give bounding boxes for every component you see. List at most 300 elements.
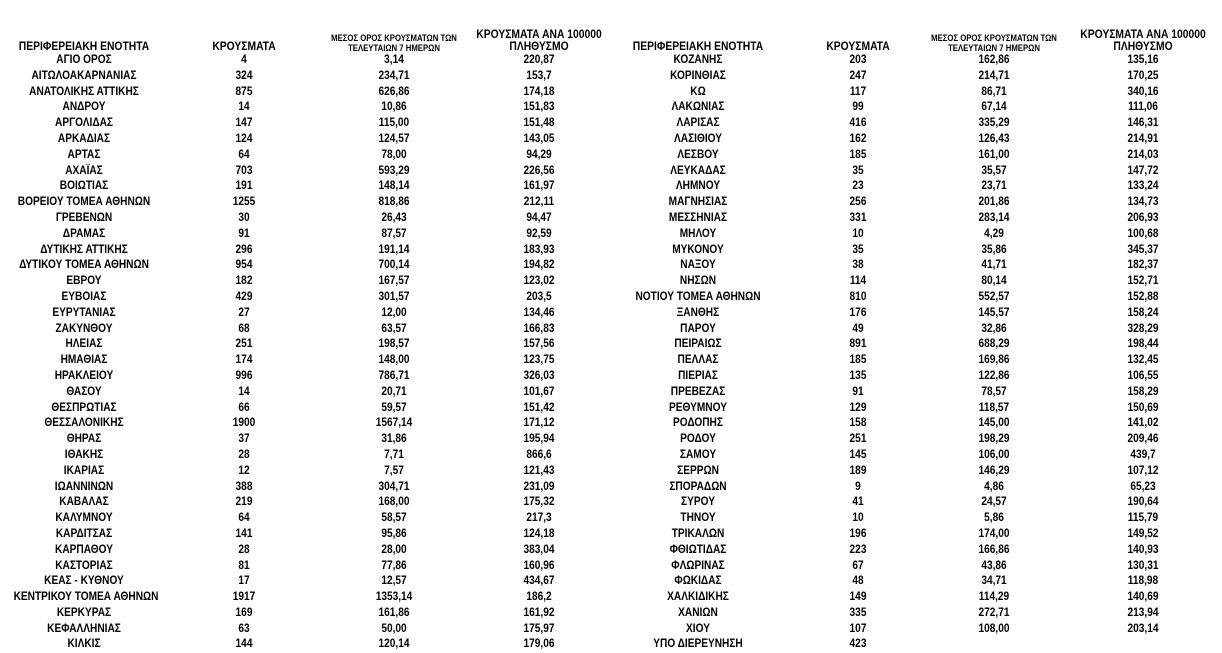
cases-value: 49 [852,322,864,335]
cases-value: 1917 [232,591,256,604]
per-100k-value: 326,03 [523,369,555,382]
region-name: ΝΑΞΟΥ [680,259,716,272]
avg-7-days-value: 50,00 [381,622,407,635]
region-name: ΚΙΛΚΙΣ [67,638,101,651]
region-name: ΘΗΡΑΣ [66,433,102,446]
region-name: ΗΜΑΘΙΑΣ [60,354,108,367]
region-name: ΘΕΣΣΑΛΟΝΙΚΗΣ [44,417,124,430]
region-name: ΙΘΑΚΗΣ [64,448,104,461]
avg-7-days-value: 198,29 [978,433,1010,446]
header-cases: ΚΡΟΥΣΜΑΤΑ [826,39,890,54]
cases-value: 158 [849,417,867,430]
avg-7-days-value: 5,86 [984,512,1004,525]
avg-7-days-value: 106,00 [978,448,1010,461]
region-name: ΜΕΣΣΗΝΙΑΣ [668,211,728,224]
region-name: ΗΡΑΚΛΕΙΟΥ [54,369,114,382]
cases-value: 144 [235,638,253,651]
cases-value: 68 [238,322,250,335]
cases-value: 324 [235,69,253,82]
region-name: ΓΡΕΒΕΝΩΝ [55,211,113,224]
per-100k-value: 134,73 [1127,196,1159,209]
per-100k-value: 340,16 [1127,85,1159,98]
avg-7-days-value: 32,86 [981,322,1007,335]
per-100k-value: 152,88 [1127,290,1159,303]
region-name: ΝΗΣΩΝ [679,275,717,288]
per-100k-value: 135,16 [1127,54,1159,66]
avg-7-days-value: 145,00 [978,417,1010,430]
cases-value: 875 [235,85,253,98]
region-name: ΡΟΔΟΠΗΣ [673,417,723,430]
header-region: ΠΕΡΙΦΕΡΕΙΑΚΗ ΕΝΟΤΗΤΑ [18,39,150,54]
per-100k-value: 171,12 [523,417,555,430]
cases-value: 63 [238,622,250,635]
region-name: ΛΕΣΒΟΥ [677,148,719,161]
avg-7-days-value: 626,86 [378,85,410,98]
cases-value: 1255 [232,196,256,209]
avg-7-days-value: 118,57 [978,401,1010,414]
avg-7-days-value: 162,86 [978,54,1010,66]
region-name: ΚΕΦΑΛΛΗΝΙΑΣ [47,622,121,635]
avg-7-days-value: 34,71 [981,575,1007,588]
cases-value: 99 [852,101,864,114]
per-100k-value: 151,42 [523,401,555,414]
per-100k-value: 143,05 [523,132,555,145]
per-100k-value: 160,96 [523,559,555,572]
per-100k-value: 134,46 [523,306,555,319]
region-name: ΡΕΘΥΜΝΟΥ [669,401,727,414]
cases-value: 203 [849,54,867,66]
avg-7-days-value: 12,57 [381,575,407,588]
per-100k-value: 345,37 [1127,243,1159,256]
region-name: ΣΑΜΟΥ [679,448,717,461]
cases-value: 27 [238,306,250,319]
cases-value: 14 [238,385,250,398]
region-name: ΙΚΑΡΙΑΣ [63,464,105,477]
per-100k-value: 132,45 [1127,354,1159,367]
region-name: ΝΟΤΙΟΥ ΤΟΜΕΑ ΑΘΗΝΩΝ [635,290,761,303]
region-name: ΦΩΚΙΔΑΣ [674,575,722,588]
avg-7-days-value: 58,57 [381,512,407,525]
cases-value: 28 [238,448,250,461]
cases-value: 251 [235,338,253,351]
header-avg-7-days: ΜΕΣΟΣ ΟΡΟΣ ΚΡΟΥΣΜΑΤΩΝ ΤΩΝ ΤΕΛΕΥΤΑΙΩΝ 7 ΗΜΕΡΩΝ [331,33,457,53]
region-name: ΠΡΕΒΕΖΑΣ [670,385,726,398]
per-100k-value: 106,55 [1127,369,1159,382]
per-100k-value: 186,2 [526,591,552,604]
region-name: ΧΙΟΥ [686,622,710,635]
region-name: ΘΕΣΠΡΩΤΙΑΣ [51,401,117,414]
avg-7-days-value: 201,86 [978,196,1010,209]
region-name: ΔΡΑΜΑΣ [62,227,106,240]
cases-value: 23 [852,180,864,193]
region-name: ΑΝΑΤΟΛΙΚΗΣ ΑΤΤΙΚΗΣ [29,85,139,98]
per-100k-value: 190,64 [1127,496,1159,509]
avg-7-days-value: 688,29 [978,338,1010,351]
cases-value: 423 [849,638,867,651]
region-name: ΑΡΚΑΔΙΑΣ [57,132,111,145]
avg-7-days-value: 148,00 [378,354,410,367]
avg-7-days-value: 167,57 [378,275,410,288]
region-name: ΦΘΙΩΤΙΔΑΣ [669,543,727,556]
cases-value: 117 [849,85,867,98]
per-100k-value: 383,04 [523,543,555,556]
region-name: ΑΡΓΟΛΙΔΑΣ [55,117,113,130]
per-100k-value: 149,52 [1127,527,1159,540]
per-100k-value: 328,29 [1127,322,1159,335]
avg-7-days-value: 115,00 [378,117,410,130]
cases-value: 219 [235,496,253,509]
region-name: ΚΑΡΔΙΤΣΑΣ [55,527,113,540]
cases-value: 107 [849,622,867,635]
region-name: ΚΑΛΥΜΝΟΥ [55,512,113,525]
avg-7-days-value: 4,29 [984,227,1004,240]
per-100k-value: 195,94 [523,433,555,446]
per-100k-value: 115,79 [1127,512,1159,525]
per-100k-value: 203,5 [526,290,552,303]
avg-7-days-value: 191,14 [378,243,410,256]
avg-7-days-value: 818,86 [378,196,410,209]
per-100k-value: 175,32 [523,496,555,509]
cases-value: 135 [849,369,867,382]
region-name: ΛΑΡΙΣΑΣ [676,117,720,130]
region-name: ΒΟΙΩΤΙΑΣ [59,180,109,193]
avg-7-days-value: 12,00 [381,306,407,319]
header-avg-7-days: ΜΕΣΟΣ ΟΡΟΣ ΚΡΟΥΣΜΑΤΩΝ ΤΩΝ ΤΕΛΕΥΤΑΙΩΝ 7 ΗΜΕΡΩΝ [931,33,1057,53]
cases-value: 48 [852,575,864,588]
avg-7-days-value: 174,00 [978,527,1010,540]
per-100k-value: 194,82 [523,259,555,272]
per-100k-value: 140,93 [1127,543,1159,556]
per-100k-value: 153,7 [526,69,552,82]
region-name: ΑΡΤΑΣ [67,148,101,161]
region-name: ΚΑΒΑΛΑΣ [59,496,109,509]
cases-value: 223 [849,543,867,556]
avg-7-days-value: 108,00 [978,622,1010,635]
cases-value: 416 [849,117,867,130]
per-100k-value: 157,56 [523,338,555,351]
per-100k-value: 434,67 [523,575,555,588]
cases-value: 162 [849,132,867,145]
region-name: ΔΥΤΙΚΟΥ ΤΟΜΕΑ ΑΘΗΝΩΝ [19,259,149,272]
avg-7-days-value: 41,71 [981,259,1007,272]
avg-7-days-value: 59,57 [381,401,407,414]
avg-7-days-value: 148,14 [378,180,410,193]
cases-value: 191 [235,180,253,193]
per-100k-value: 118,98 [1127,575,1159,588]
cases-value: 247 [849,69,867,82]
avg-7-days-value: 3,14 [384,54,404,66]
avg-7-days-value: 95,86 [381,527,407,540]
per-100k-value: 175,97 [523,622,555,635]
cases-value: 251 [849,433,867,446]
cases-value: 28 [238,543,250,556]
region-name: ΚΩ [690,85,706,98]
cases-value: 9 [855,480,861,493]
region-name: ΠΕΛΛΑΣ [677,354,719,367]
header-cases-per-100k: ΚΡΟΥΣΜΑΤΑ ΑΝΑ 100000 ΠΛΗΘΥΣΜΟ [1080,26,1206,54]
per-100k-value: 231,09 [523,480,555,493]
cases-value: 30 [238,211,250,224]
avg-7-days-value: 166,86 [978,543,1010,556]
avg-7-days-value: 43,86 [981,559,1007,572]
cases-value: 64 [238,512,250,525]
cases-value: 12 [238,464,250,477]
per-100k-value: 206,93 [1127,211,1159,224]
cases-value: 174 [235,354,253,367]
region-name: ΜΑΓΝΗΣΙΑΣ [668,196,728,209]
region-name: ΣΥΡΟΥ [681,496,715,509]
avg-7-days-value: 198,57 [378,338,410,351]
region-name: ΛΕΥΚΑΔΑΣ [670,164,726,177]
cases-value: 141 [235,527,253,540]
region-name: ΠΑΡΟΥ [680,322,716,335]
avg-7-days-value: 20,71 [381,385,407,398]
per-100k-value: 111,06 [1128,101,1158,114]
cases-value: 38 [852,259,864,272]
region-name: ΚΕΑΣ - ΚΥΘΝΟΥ [44,575,124,588]
per-100k-value: 141,02 [1127,417,1159,430]
per-100k-value: 123,02 [523,275,555,288]
region-name: ΚΕΝΤΡΙΚΟΥ ΤΟΜΕΑ ΑΘΗΝΩΝ [13,591,159,604]
avg-7-days-value: 145,57 [978,306,1010,319]
cases-value: 388 [235,480,253,493]
per-100k-value: 179,06 [523,638,555,651]
avg-7-days-value: 7,57 [384,464,404,477]
per-100k-value: 100,68 [1127,227,1159,240]
cases-value: 10 [852,227,864,240]
cases-value: 891 [849,338,867,351]
header-cases: ΚΡΟΥΣΜΑΤΑ [212,39,276,54]
avg-7-days-value: 26,43 [381,211,407,224]
region-name: ΜΥΚΟΝΟΥ [672,243,724,256]
header-region: ΠΕΡΙΦΕΡΕΙΑΚΗ ΕΝΟΤΗΤΑ [632,39,764,54]
cases-value: 35 [852,243,864,256]
avg-7-days-value: 593,29 [378,164,410,177]
per-100k-value: 158,29 [1127,385,1159,398]
region-name: ΑΙΤΩΛΟΑΚΑΡΝΑΝΙΑΣ [31,69,137,82]
region-name: ΚΑΣΤΟΡΙΑΣ [55,559,113,572]
per-100k-value: 166,83 [523,322,555,335]
region-name: ΦΛΩΡΙΝΑΣ [671,559,725,572]
avg-7-days-value: 24,57 [981,496,1007,509]
cases-value: 1900 [232,417,256,430]
avg-7-days-value: 234,71 [378,69,410,82]
avg-7-days-value: 31,86 [381,433,407,446]
per-100k-value: 226,56 [523,164,555,177]
cases-value: 67 [852,559,864,572]
avg-7-days-value: 77,86 [381,559,407,572]
cases-value: 37 [238,433,250,446]
avg-7-days-value: 7,71 [384,448,404,461]
region-name: ΗΛΕΙΑΣ [65,338,103,351]
cases-value: 91 [852,385,864,398]
avg-7-days-value: 146,29 [978,464,1010,477]
region-name: ΧΑΛΚΙΔΙΚΗΣ [667,591,729,604]
avg-7-days-value: 78,00 [381,148,407,161]
per-100k-value: 217,3 [526,512,552,525]
cases-value: 256 [849,196,867,209]
region-name: ΤΗΝΟΥ [680,512,716,525]
per-100k-value: 161,92 [523,606,555,619]
avg-7-days-value: 35,57 [981,164,1007,177]
per-100k-value: 170,25 [1127,69,1159,82]
region-name: ΣΕΡΡΩΝ [677,464,719,477]
per-100k-value: 150,69 [1127,401,1159,414]
avg-7-days-value: 169,86 [978,354,1010,367]
avg-7-days-value: 786,71 [378,369,410,382]
avg-7-days-value: 124,57 [378,132,410,145]
avg-7-days-value: 10,86 [381,101,407,114]
per-100k-value: 123,75 [523,354,555,367]
per-100k-value: 101,67 [523,385,555,398]
avg-7-days-value: 35,86 [981,243,1007,256]
per-100k-value: 866,6 [526,448,552,461]
region-name: ΙΩΑΝΝΙΝΩΝ [54,480,114,493]
avg-7-days-value: 67,14 [981,101,1007,114]
cases-value: 335 [849,606,867,619]
per-100k-value: 158,24 [1127,306,1159,319]
cases-value: 41 [852,496,864,509]
per-100k-value: 151,83 [523,101,555,114]
cases-value: 149 [849,591,867,604]
cases-value: 35 [852,164,864,177]
avg-7-days-value: 272,71 [978,606,1010,619]
avg-7-days-value: 1567,14 [375,417,413,430]
avg-7-days-value: 87,57 [381,227,407,240]
cases-value: 954 [235,259,253,272]
per-100k-value: 183,93 [523,243,555,256]
per-100k-value: 151,48 [523,117,555,130]
region-name: ΡΟΔΟΥ [680,433,716,446]
avg-7-days-value: 114,29 [978,591,1010,604]
cases-value: 114 [849,275,867,288]
cases-value: 810 [849,290,867,303]
per-100k-value: 94,29 [526,148,552,161]
region-name: ΑΓΙΟ ΟΡΟΣ [56,54,112,66]
per-100k-value: 147,72 [1127,164,1159,177]
per-100k-value: 65,23 [1130,480,1156,493]
avg-7-days-value: 335,29 [978,117,1010,130]
region-name: ΒΟΡΕΙΟΥ ΤΟΜΕΑ ΑΘΗΝΩΝ [17,196,151,209]
avg-7-days-value: 28,00 [381,543,407,556]
avg-7-days-value: 161,00 [978,148,1010,161]
cases-value: 196 [849,527,867,540]
region-name: ΚΟΖΑΝΗΣ [673,54,723,66]
cases-value: 17 [238,575,250,588]
cases-value: 185 [849,148,867,161]
avg-7-days-value: 700,14 [378,259,410,272]
cases-value: 147 [235,117,253,130]
avg-7-days-value: 86,71 [981,85,1007,98]
region-name: ΤΡΙΚΑΛΩΝ [671,527,725,540]
cases-value: 10 [852,512,864,525]
region-name: ΕΒΡΟΥ [66,275,102,288]
cases-value: 64 [238,148,250,161]
per-100k-value: 213,94 [1127,606,1159,619]
avg-7-days-value: 301,57 [378,290,410,303]
per-100k-value: 140,69 [1127,591,1159,604]
per-100k-value: 94,47 [526,211,552,224]
per-100k-value: 92,59 [526,227,552,240]
region-name: ΠΕΙΡΑΙΩΣ [674,338,722,351]
per-100k-value: 214,91 [1127,132,1159,145]
per-100k-value: 174,18 [523,85,555,98]
region-name: ΧΑΝΙΩΝ [678,606,718,619]
header-cases-per-100k: ΚΡΟΥΣΜΑΤΑ ΑΝΑ 100000 ΠΛΗΘΥΣΜΟ [476,26,602,54]
cases-value: 81 [238,559,250,572]
avg-7-days-value: 63,57 [381,322,407,335]
per-100k-value: 133,24 [1127,180,1159,193]
region-name: ΔΥΤΙΚΗΣ ΑΤΤΙΚΗΣ [40,243,128,256]
cases-value: 14 [238,101,250,114]
avg-7-days-value: 4,86 [984,480,1004,493]
cases-value: 124 [235,132,253,145]
cases-value: 145 [849,448,867,461]
avg-7-days-value: 161,86 [378,606,410,619]
per-100k-value: 161,97 [523,180,555,193]
region-name: ΘΑΣΟΥ [66,385,102,398]
per-100k-value: 220,87 [523,54,555,66]
region-name: ΕΥΒΟΙΑΣ [61,290,107,303]
per-100k-value: 182,37 [1127,259,1159,272]
per-100k-value: 198,44 [1127,338,1159,351]
cases-value: 66 [238,401,250,414]
cases-value: 176 [849,306,867,319]
region-name: ΖΑΚΥΝΘΟΥ [55,322,113,335]
per-100k-value: 439,7 [1130,448,1156,461]
per-100k-value: 203,14 [1127,622,1159,635]
region-name: ΑΧΑΪΑΣ [65,164,103,177]
per-100k-value: 214,03 [1127,148,1159,161]
region-name: ΜΗΛΟΥ [679,227,717,240]
region-name: ΑΝΔΡΟΥ [62,101,106,114]
cases-value: 331 [849,211,867,224]
cases-value: 4 [241,54,247,66]
region-name: ΣΠΟΡΑΔΩΝ [669,480,727,493]
cases-value: 185 [849,354,867,367]
avg-7-days-value: 126,43 [978,132,1010,145]
cases-value: 182 [235,275,253,288]
per-100k-value: 107,12 [1127,464,1159,477]
region-name: ΚΟΡΙΝΘΙΑΣ [670,69,726,82]
per-100k-value: 121,43 [523,464,555,477]
avg-7-days-value: 552,57 [978,290,1010,303]
avg-7-days-value: 283,14 [978,211,1010,224]
region-name: ΞΑΝΘΗΣ [676,306,720,319]
region-name: ΠΙΕΡΙΑΣ [678,369,718,382]
cases-value: 169 [235,606,253,619]
region-name: ΛΑΚΩΝΙΑΣ [671,101,725,114]
per-100k-value: 212,11 [523,196,555,209]
region-name: ΛΑΣΙΘΙΟΥ [674,132,722,145]
avg-7-days-value: 23,71 [981,180,1007,193]
per-100k-value: 124,18 [523,527,555,540]
avg-7-days-value: 120,14 [378,638,410,651]
cases-value: 129 [849,401,867,414]
region-name: ΛΗΜΝΟΥ [675,180,721,193]
per-100k-value: 152,71 [1127,275,1159,288]
cases-value: 703 [235,164,253,177]
cases-value: 189 [849,464,867,477]
per-100k-value: 209,46 [1127,433,1159,446]
avg-7-days-value: 304,71 [378,480,410,493]
avg-7-days-value: 122,86 [978,369,1010,382]
region-name: ΥΠΟ ΔΙΕΡΕΥΝΗΣΗ [653,638,743,651]
region-name: ΚΕΡΚΥΡΑΣ [56,606,112,619]
cases-value: 429 [235,290,253,303]
avg-7-days-value: 78,57 [981,385,1007,398]
avg-7-days-value: 168,00 [378,496,410,509]
